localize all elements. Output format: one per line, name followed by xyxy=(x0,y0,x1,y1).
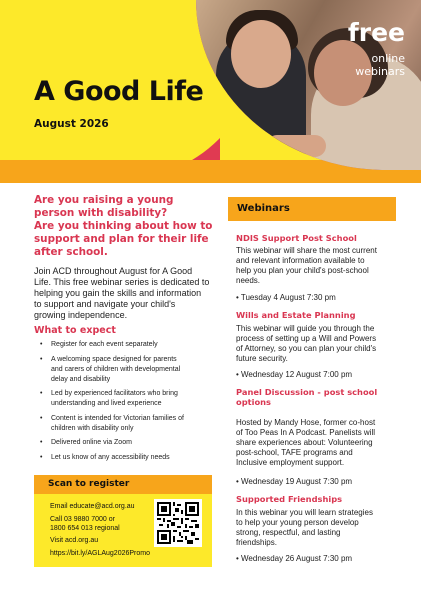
list-item xyxy=(40,389,212,409)
webinar-desc-line: of Attorney, so you can plan your child's xyxy=(236,344,377,353)
webinar-desc-line: needs. xyxy=(236,276,261,285)
expect-item-line: understanding and lived experience xyxy=(51,400,162,407)
bullet-icon: • xyxy=(40,390,43,397)
webinar-date: • Wednesday 12 August 7:00 pm xyxy=(236,370,353,379)
expect-item-line: A welcoming space designed for parents xyxy=(51,355,177,363)
webinar-title xyxy=(236,387,396,407)
expect-item-line: Content is intended for Victorian families of xyxy=(51,414,184,422)
bullet-icon: • xyxy=(40,414,43,422)
expect-item-line: Delivered online via Zoom xyxy=(51,439,132,446)
webinar-desc-line: strong, respectful, and lasting xyxy=(236,528,341,537)
webinar-desc-line: to help your young person develop xyxy=(236,518,359,527)
intro-line: growing independence. xyxy=(34,310,128,320)
webinar-description xyxy=(236,246,396,286)
webinar-desc-line: friendships. xyxy=(236,538,277,547)
webinar-date: • Tuesday 4 August 7:30 pm xyxy=(236,293,336,302)
qr-code-graphic xyxy=(157,502,199,544)
scan-to-register-box xyxy=(34,475,212,567)
expect-item-line: Led by experienced facilitators who bring xyxy=(51,390,178,397)
list-item xyxy=(40,453,212,463)
webinar-title xyxy=(236,310,396,320)
webinar-title xyxy=(236,494,396,504)
intro-heading-line: support and plan for their life xyxy=(34,233,209,245)
list-item xyxy=(40,355,212,385)
free-sub-line: online xyxy=(371,52,405,65)
webinar-desc-line: Inclusive employment support. xyxy=(236,458,345,467)
webinar-desc-line: In this webinar you will learn strategies xyxy=(236,508,373,517)
expect-item-line: and carers of children with developmental xyxy=(51,365,181,373)
webinar-title-line: options xyxy=(236,397,271,407)
list-item xyxy=(40,340,212,350)
phone-line: Call 03 9880 7000 or xyxy=(50,516,115,523)
webinar-date: • Wednesday 26 August 7:30 pm xyxy=(236,554,353,563)
expect-list xyxy=(40,340,212,467)
website-link[interactable]: Visit acd.org.au xyxy=(50,537,99,544)
page-date: August 2026 xyxy=(34,118,109,130)
free-sub-line: webinars xyxy=(355,65,405,78)
expect-item-line: Let us know of any accessibility needs xyxy=(51,453,170,461)
page-title: A Good Life xyxy=(34,76,204,107)
webinars-heading: Webinars xyxy=(237,203,290,214)
webinar-description xyxy=(236,418,396,468)
intro-heading-line: person with disability? xyxy=(34,207,168,219)
photo-face-young xyxy=(231,20,291,88)
webinar-desc-line: This webinar will share the most current xyxy=(236,246,377,255)
webinars-header-bar xyxy=(228,197,396,221)
webinar-desc-line: help you plan your child's post-school xyxy=(236,266,369,275)
intro-line: helping you gain the skills and information xyxy=(34,288,202,298)
webinar-desc-line: post-school, TAFE programs and xyxy=(236,448,353,457)
intro-heading-line: Are you thinking about how to xyxy=(34,220,213,232)
webinar-title-line: Panel Discussion - post school xyxy=(236,387,378,397)
intro-heading-line: after school. xyxy=(34,246,108,258)
webinar-title xyxy=(236,233,396,243)
webinar-date: • Wednesday 19 August 7:30 pm xyxy=(236,477,353,486)
qr-code-icon[interactable] xyxy=(154,499,202,547)
webinar-desc-line: future security. xyxy=(236,354,288,363)
list-item xyxy=(40,438,212,448)
hero-banner xyxy=(0,0,421,183)
intro-line: Life. This free webinar series is dedicated to xyxy=(34,277,210,287)
bullet-icon: • xyxy=(40,341,43,348)
webinar-description xyxy=(236,508,396,548)
webinar-desc-line: Hosted by Mandy Hose, former co-host xyxy=(236,418,376,427)
register-url-link[interactable]: https://bit.ly/AGLAug2026Promo xyxy=(50,550,150,557)
expect-heading: What to expect xyxy=(34,325,116,336)
scan-header xyxy=(34,475,212,494)
photo-hands xyxy=(266,135,326,157)
intro-heading xyxy=(34,194,214,259)
expect-item-line: delay and disability xyxy=(51,375,111,383)
email-link[interactable]: Email educate@acd.org.au xyxy=(50,503,135,510)
phone-line-regional: 1800 654 013 regional xyxy=(50,525,120,532)
bullet-icon: • xyxy=(40,355,43,363)
list-item xyxy=(40,414,212,434)
scan-title: Scan to register xyxy=(48,479,130,489)
webinar-description xyxy=(236,324,396,364)
webinar-desc-line: and relevant information available to xyxy=(236,256,365,265)
expect-item-line: Register for each event separately xyxy=(51,341,158,348)
webinar-title-line: Wills and Estate Planning xyxy=(236,310,356,320)
intro-line: to support and navigate your child's xyxy=(34,299,176,309)
webinar-desc-line: This webinar will guide you through the xyxy=(236,324,375,333)
webinar-desc-line: process of setting up a Will and Powers xyxy=(236,334,377,343)
expect-item-line: children with disability only xyxy=(51,424,134,432)
webinar-desc-line: of Too Peas In A Podcast. Panelists will xyxy=(236,428,376,437)
intro-paragraph xyxy=(34,266,212,321)
webinar-title-line: Supported Friendships xyxy=(236,494,343,504)
intro-heading-line: Are you raising a young xyxy=(34,194,174,206)
free-label: free xyxy=(347,18,405,47)
bullet-icon: • xyxy=(40,453,43,461)
intro-line: Join ACD throughout August for A Good xyxy=(34,266,193,276)
bullet-icon: • xyxy=(40,439,43,446)
webinar-desc-line: share experiences about: Volunteering xyxy=(236,438,373,447)
webinar-title-line: NDIS Support Post School xyxy=(236,233,357,243)
free-subtitle xyxy=(355,52,405,78)
